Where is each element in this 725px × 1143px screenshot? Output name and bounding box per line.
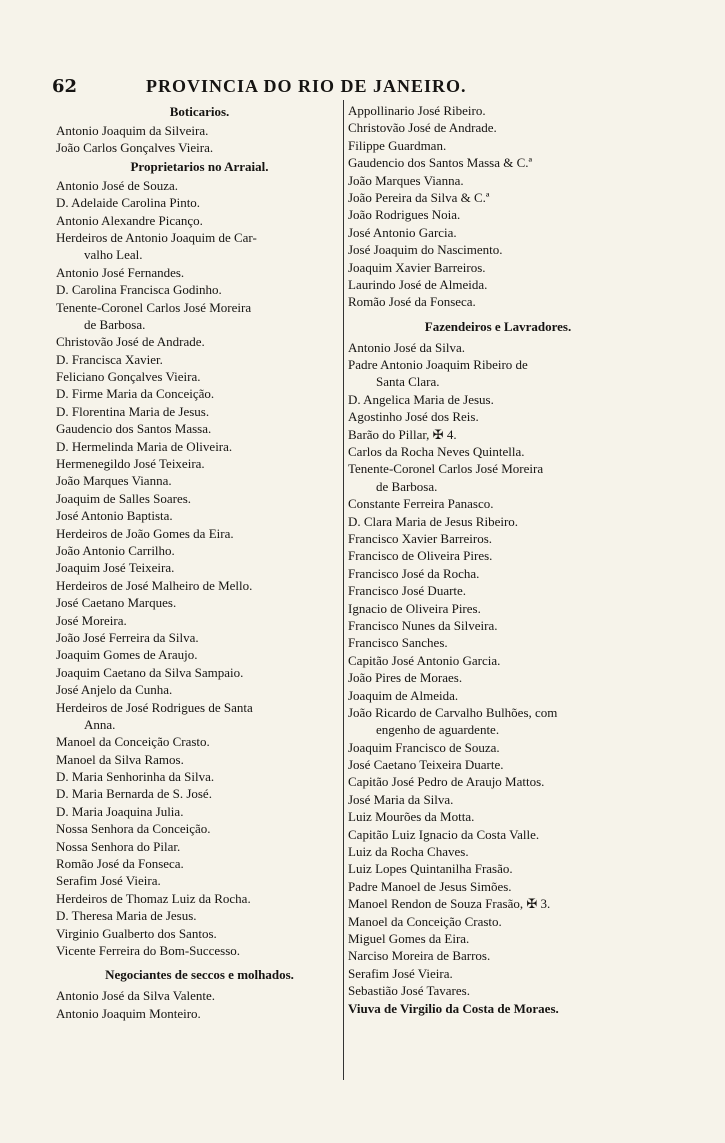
list-item: Romão José da Fonseca.: [56, 856, 184, 872]
list-item: Herdeiros de José Malheiro de Mello.: [56, 577, 253, 593]
list-item: D. Maria Joaquina Julia.: [56, 803, 184, 819]
list-item: Appollinario José Ribeiro.: [348, 103, 486, 118]
list-item: Herdeiros de Thomaz Luiz da Rocha.: [56, 890, 251, 906]
list-item: Herdeiros de Antonio Joaquim de Car-: [56, 229, 257, 245]
list-item: José Anjelo da Cunha.: [56, 682, 173, 698]
list-item: José Caetano Marques.: [56, 595, 177, 611]
list-item: Francisco Sanches.: [348, 635, 448, 651]
list-item: Serafim José Vieira.: [56, 873, 161, 889]
list-item: D. Florentina Maria de Jesus.: [56, 403, 210, 419]
list-item: Antonio José da Silva Valente.: [56, 988, 215, 1004]
list-item: João Ricardo de Carvalho Bulhões, com: [348, 704, 558, 720]
list-item: João Pires de Moraes.: [348, 670, 463, 686]
list-item: Constante Ferreira Panasco.: [348, 496, 494, 512]
list-item: Viuva de Virgilio da Costa de Moraes.: [348, 1000, 559, 1016]
list-item: D. Maria Senhorinha da Silva.: [56, 769, 215, 785]
page-header: [52, 76, 692, 102]
list-item: Carlos da Rocha Neves Quintella.: [348, 444, 525, 460]
list-item: Luiz Lopes Quintanilha Frasão.: [348, 861, 513, 877]
running-title: PROVINCIA DO RIO DE JANEIRO.: [146, 76, 467, 96]
section-heading-negociantes: Negociantes de seccos e molhados.: [105, 967, 294, 983]
list-item: Vicente Ferreira do Bom-Successo.: [56, 942, 241, 958]
list-item: José Joaquim do Nascimento.: [348, 242, 503, 258]
list-item: José Antonio Garcia.: [348, 224, 457, 240]
page-number: 62: [52, 76, 78, 97]
list-item: Herdeiros de José Rodrigues de Santa: [56, 699, 253, 715]
list-item: Tenente-Coronel Carlos José Moreira: [348, 461, 544, 477]
list-item: Padre Manoel de Jesus Simões.: [348, 878, 512, 894]
list-item: Manoel Rendon de Souza Frasão, ✠ 3.: [348, 896, 551, 912]
list-item: Capitão José Pedro de Araujo Mattos.: [348, 774, 545, 790]
list-item: Francisco de Oliveira Pires.: [348, 548, 493, 564]
list-item: João Rodrigues Noia.: [348, 207, 461, 223]
list-item: D. Adelaide Carolina Pinto.: [56, 195, 201, 211]
list-item: Joaquim de Salles Soares.: [56, 490, 192, 506]
list-item: D. Hermelinda Maria de Oliveira.: [56, 438, 233, 454]
list-item: Nossa Senhora do Pilar.: [56, 838, 181, 854]
list-item: de Barbosa.: [376, 478, 438, 494]
list-item: João Marques Vianna.: [56, 473, 172, 489]
list-item: D. Clara Maria de Jesus Ribeiro.: [348, 513, 519, 529]
list-item: Romão José da Fonseca.: [348, 294, 476, 310]
list-item: Joaquim Caetano da Silva Sampaio.: [56, 664, 244, 680]
list-item: Nossa Senhora da Conceição.: [56, 821, 211, 837]
list-item: Manoel da Conceição Crasto.: [348, 913, 502, 929]
list-item: Santa Clara.: [376, 374, 440, 390]
list-item: Christovão José de Andrade.: [56, 334, 205, 350]
list-item: Antonio Joaquim da Silveira.: [56, 123, 209, 138]
list-item: João Pereira da Silva & C.ª: [348, 189, 490, 205]
right-column: [348, 102, 648, 1017]
list-item: Feliciano Gonçalves Vieira.: [56, 369, 201, 385]
list-item: Ignacio de Oliveira Pires.: [348, 600, 481, 616]
list-item: Laurindo José de Almeida.: [348, 276, 488, 292]
list-item: João José Ferreira da Silva.: [56, 629, 199, 645]
list-item: Joaquim Francisco de Souza.: [348, 739, 500, 755]
list-item: Antonio Joaquim Monteiro.: [56, 1005, 201, 1021]
column-divider: [343, 100, 344, 1080]
list-item: Gaudencio dos Santos Massa.: [56, 421, 212, 437]
list-item: Christovão José de Andrade.: [348, 120, 497, 136]
list-item: José Maria da Silva.: [348, 791, 454, 807]
list-item: valho Leal.: [84, 247, 143, 263]
left-column: [56, 102, 343, 1022]
list-item: D. Maria Bernarda de S. José.: [56, 786, 212, 802]
section-heading-boticarios: Boticarios.: [169, 104, 230, 119]
list-item: D. Francisca Xavier.: [56, 351, 163, 367]
list-item: D. Theresa Maria de Jesus.: [56, 908, 197, 924]
list-item: Sebastião José Tavares.: [348, 983, 470, 999]
list-item: Serafim José Vieira.: [348, 965, 453, 981]
section-heading-fazendeiros: Fazendeiros e Lavradores.: [424, 318, 572, 334]
list-item: Anna.: [84, 716, 116, 732]
list-item: Joaquim de Almeida.: [348, 687, 459, 703]
list-item: José Caetano Teixeira Duarte.: [348, 757, 504, 773]
list-item: Joaquim Xavier Barreiros.: [348, 259, 486, 275]
list-item: Antonio José Fernandes.: [56, 264, 185, 280]
list-item: Manoel da Silva Ramos.: [56, 751, 184, 767]
list-item: Agostinho José dos Reis.: [348, 409, 479, 425]
list-item: Gaudencio dos Santos Massa & C.ª: [348, 155, 533, 171]
list-item: Padre Antonio Joaquim Ribeiro de: [348, 357, 528, 373]
section-heading-proprietarios: Proprietarios no Arraial.: [130, 158, 269, 174]
list-item: Antonio Alexandre Picanço.: [56, 212, 203, 228]
list-item: Herdeiros de João Gomes da Eira.: [56, 525, 234, 541]
list-item: Hermenegildo José Teixeira.: [56, 456, 205, 472]
list-item: Capitão Luiz Ignacio da Costa Valle.: [348, 826, 540, 842]
list-item: engenho de aguardente.: [376, 722, 500, 738]
list-item: José Moreira.: [56, 612, 127, 628]
list-item: Francisco José da Rocha.: [348, 565, 480, 581]
list-item: Luiz Mourões da Motta.: [348, 809, 475, 825]
list-item: Manoel da Conceição Crasto.: [56, 734, 210, 750]
list-item: Joaquim José Teixeira.: [56, 560, 175, 576]
list-item: Luiz da Rocha Chaves.: [348, 844, 469, 860]
list-item: Narciso Moreira de Barros.: [348, 948, 491, 964]
list-item: de Barbosa.: [84, 316, 146, 332]
list-item: Francisco José Duarte.: [348, 583, 467, 599]
list-item: Miguel Gomes da Eira.: [348, 930, 470, 946]
list-item: Filippe Guardman.: [348, 137, 447, 153]
list-item: D. Angelica Maria de Jesus.: [348, 391, 494, 407]
list-item: Francisco Nunes da Silveira.: [348, 617, 498, 633]
list-item: Tenente-Coronel Carlos José Moreira: [56, 299, 252, 315]
list-item: João Antonio Carrilho.: [56, 542, 175, 558]
list-item: Barão do Pillar, ✠ 4.: [348, 426, 457, 442]
list-item: Virginio Gualberto dos Santos.: [56, 925, 217, 941]
list-item: José Antonio Baptista.: [56, 508, 173, 524]
list-item: Antonio José de Souza.: [56, 177, 179, 193]
list-item: Francisco Xavier Barreiros.: [348, 530, 493, 546]
list-item: Capitão José Antonio Garcia.: [348, 652, 501, 668]
list-item: D. Carolina Francisca Godinho.: [56, 282, 222, 298]
list-item: Joaquim Gomes de Araujo.: [56, 647, 198, 663]
list-item: João Marques Vianna.: [348, 172, 464, 188]
list-item: João Carlos Gonçalves Vieira.: [56, 140, 214, 156]
list-item: Antonio José da Silva.: [348, 339, 465, 355]
list-item: D. Firme Maria da Conceição.: [56, 386, 215, 402]
